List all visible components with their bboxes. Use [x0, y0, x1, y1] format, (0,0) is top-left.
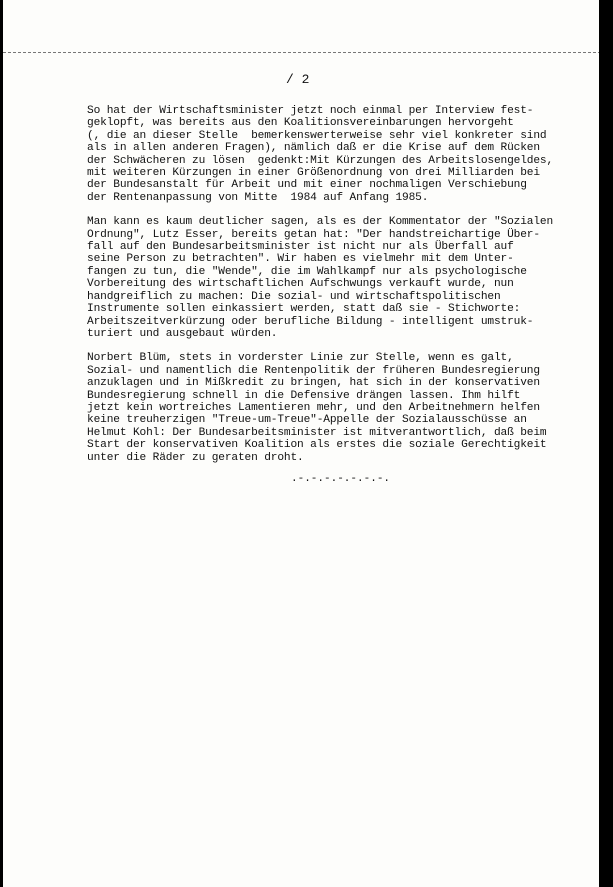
text-line: keine treuherzigen "Treue-um-Treue"-Appelle der Sozialausschüsse an: [87, 414, 527, 427]
paragraph-2: [87, 216, 587, 340]
end-marker: .-.-.-.-.-.-.-.: [291, 473, 391, 485]
text-line: Start der konservativen Koalition als erstes die soziale Gerechtigkeit: [87, 439, 547, 452]
paragraph-3: [87, 352, 587, 464]
text-line: Sozial- und namentlich die Rentenpolitik der früheren Bundesregierung: [87, 364, 540, 377]
text-line: der Bundesanstalt für Arbeit und mit einer nochmaligen Verschiebung: [87, 179, 527, 192]
text-line: (, die an dieser Stelle bemerkenswerterweise sehr viel konkreter sind: [87, 129, 547, 142]
text-line: Arbeitszeitverkürzung oder berufliche Bildung - intelligent umstruk-: [87, 315, 534, 328]
text-line: unter die Räder zu geraten droht.: [87, 451, 304, 464]
text-line: fangen zu tun, die "Wende", die im Wahlkampf nur als psychologische: [87, 265, 527, 278]
text-line: fall auf den Bundesarbeitsminister ist nicht nur als Überfall auf: [87, 241, 514, 254]
text-line: So hat der Wirtschaftsminister jetzt noch einmal per Interview fest-: [87, 105, 534, 117]
text-line: jetzt kein wortreiches Lamentieren mehr, und den Arbeitnehmern helfen: [87, 401, 540, 414]
text-line: handgreiflich zu machen: Die sozial- und wirtschaftspolitischen: [87, 290, 501, 303]
text-line: der Rentenanpassung von Mitte 1984 auf Anfang 1985.: [87, 191, 429, 204]
text-line: der Schwächeren zu lösen gedenkt:Mit Kürzungen des Arbeitslosengeldes,: [87, 154, 554, 167]
text-line: Ordnung", Lutz Esser, bereits getan hat: "Der handstreichartige Über-: [87, 228, 540, 241]
document-page: [3, 0, 606, 887]
page-number: / 2: [286, 72, 310, 87]
paragraph-1: [87, 105, 587, 204]
text-line: Instrumente sollen einkassiert werden, statt daß sie - Stichworte:: [87, 303, 521, 316]
scan-edge: [599, 0, 606, 887]
body-text: [87, 105, 587, 476]
text-line: Man kann es kaum deutlicher sagen, als es der Kommentator der "Sozialen: [87, 216, 554, 229]
scan-artifact-line: [3, 52, 606, 53]
text-line: Helmut Kohl: Der Bundesarbeitsminister ist mitverantwortlich, daß beim: [87, 426, 547, 439]
text-line: geklopft, was bereits aus den Koalitionsvereinbarungen hervorgeht: [87, 117, 514, 130]
text-line: Bundesregierung schnell in die Defensive drängen lassen. Ihm hilft: [87, 389, 521, 402]
text-line: seine Person zu betrachten". Wir haben es vielmehr mit dem Unter-: [87, 253, 514, 266]
text-line: Vorbereitung des wirtschaftlichen Aufschwungs verkauft wurde, nun: [87, 278, 514, 291]
text-line: Norbert Blüm, stets in vorderster Linie zur Stelle, wenn es galt,: [87, 352, 514, 365]
text-line: turiert und ausgebaut würden.: [87, 327, 278, 340]
text-line: mit weiteren Kürzungen in einer Größenordnung von drei Milliarden bei: [87, 167, 540, 180]
text-line: anzuklagen und in Mißkredit zu bringen, hat sich in der konservativen: [87, 377, 540, 390]
text-line: als in allen anderen Fragen), nämlich daß er die Krise auf dem Rücken: [87, 142, 540, 155]
